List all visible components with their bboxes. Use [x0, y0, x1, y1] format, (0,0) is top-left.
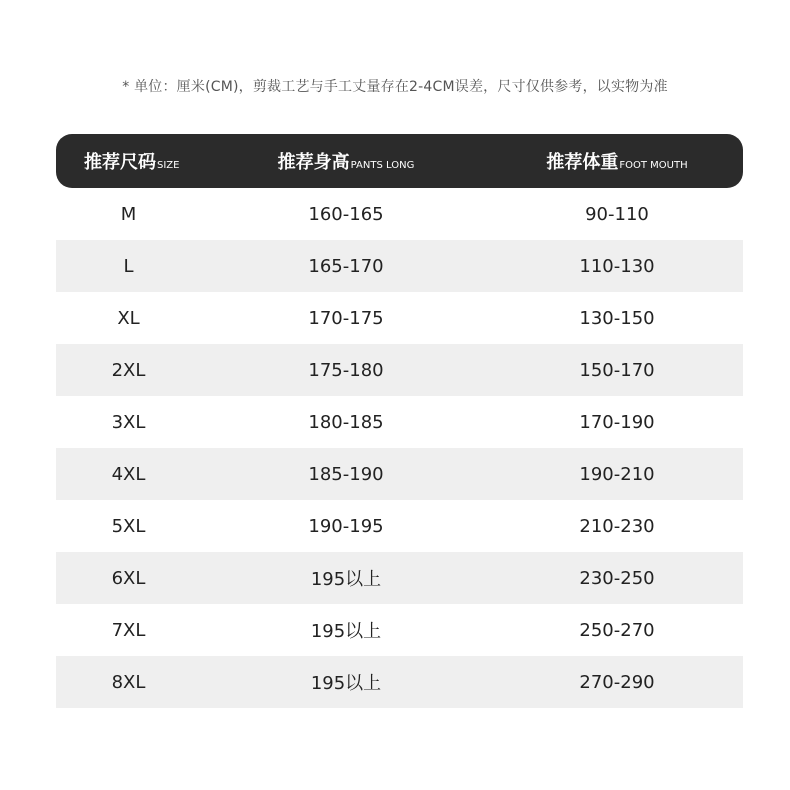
table-row [56, 344, 743, 396]
weight-cell: 170-190 [579, 411, 655, 433]
size-chart-table [56, 134, 743, 708]
header-size-en: SIZE [157, 160, 180, 171]
weight-cell: 130-150 [579, 307, 655, 329]
header-size [56, 148, 201, 174]
table-row [56, 188, 743, 240]
height-cell: 180-185 [308, 411, 384, 433]
size-cell: L [123, 255, 134, 277]
header-height [201, 148, 491, 174]
height-cell: 195以上 [310, 621, 382, 642]
size-cell: M [120, 203, 137, 225]
size-cell: 8XL [111, 671, 146, 693]
weight-cell: 270-290 [579, 671, 655, 693]
table-row [56, 500, 743, 552]
header-weight-en: FOOT MOUTH [619, 160, 688, 171]
weight-cell: 230-250 [579, 567, 655, 589]
size-cell: 5XL [111, 515, 146, 537]
height-cell: 170-175 [308, 307, 384, 329]
table-row [56, 240, 743, 292]
height-cell: 195以上 [310, 569, 382, 590]
weight-cell: 210-230 [579, 515, 655, 537]
size-cell: 7XL [111, 619, 146, 641]
unit-note: * 单位：厘米(CM)，剪裁工艺与手工丈量存在2-4CM误差，尺寸仅供参考，以实物为准 [122, 79, 668, 95]
height-cell: 160-165 [308, 203, 384, 225]
weight-cell: 250-270 [579, 619, 655, 641]
weight-cell: 190-210 [579, 463, 655, 485]
table-row [56, 604, 743, 656]
header-weight [491, 148, 743, 174]
size-cell: 2XL [111, 359, 146, 381]
height-cell: 165-170 [308, 255, 384, 277]
height-cell: 175-180 [308, 359, 384, 381]
weight-cell: 110-130 [579, 255, 655, 277]
size-cell: 3XL [111, 411, 146, 433]
header-weight-cn: 推荐体重 [546, 152, 619, 173]
table-row [56, 552, 743, 604]
size-cell: XL [117, 307, 140, 329]
height-cell: 195以上 [310, 673, 382, 694]
table-row [56, 448, 743, 500]
table-row [56, 396, 743, 448]
height-cell: 190-195 [308, 515, 384, 537]
header-height-en: PANTS LONG [350, 160, 415, 171]
weight-cell: 150-170 [579, 359, 655, 381]
weight-cell: 90-110 [585, 203, 649, 225]
table-header [56, 134, 743, 188]
height-cell: 185-190 [308, 463, 384, 485]
header-height-cn: 推荐身高 [277, 152, 350, 173]
header-size-cn: 推荐尺码 [84, 152, 156, 173]
size-cell: 4XL [111, 463, 146, 485]
table-row [56, 292, 743, 344]
table-row [56, 656, 743, 708]
size-cell: 6XL [111, 567, 146, 589]
